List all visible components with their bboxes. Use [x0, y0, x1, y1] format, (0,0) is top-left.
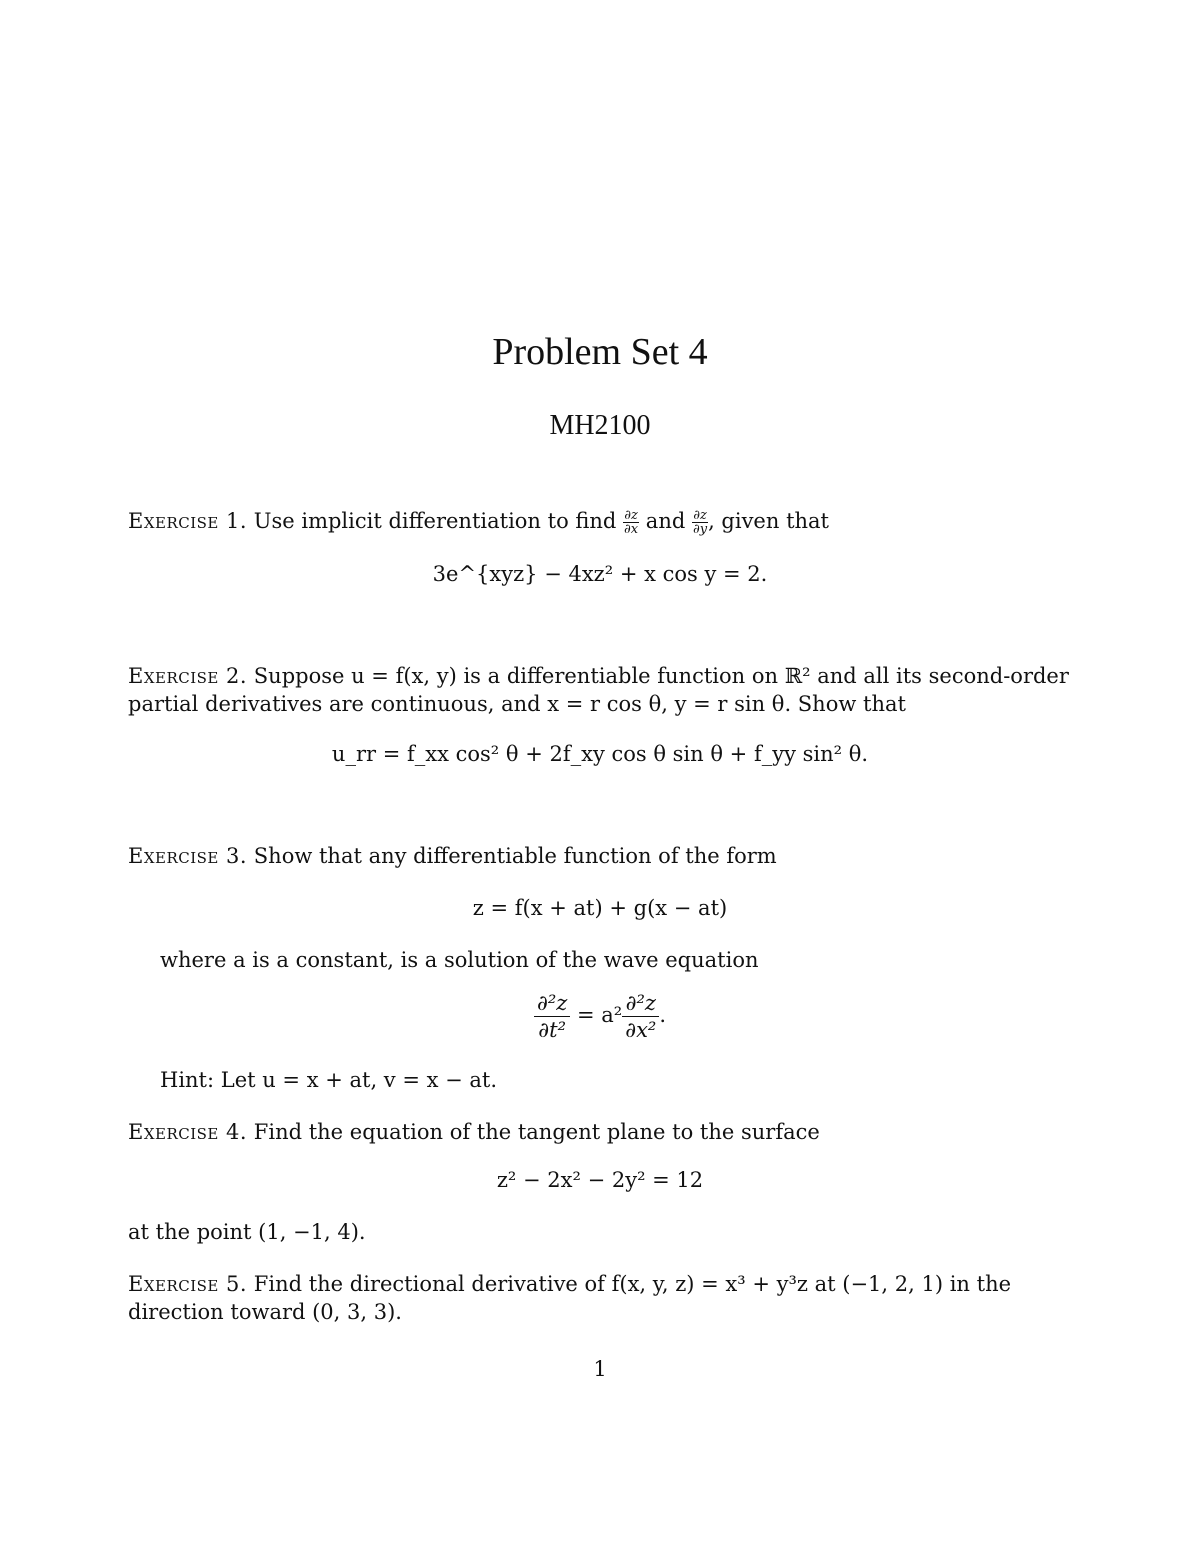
equation-text: z² − 2x² − 2y² = 12 — [496, 1168, 704, 1192]
exercise-1-text-c: , given that — [708, 509, 829, 533]
frac-denominator: ∂t² — [538, 1018, 566, 1042]
exercise-2-line-2: partial derivatives are continuous, and x = r cos θ, y = r sin θ. Show that — [128, 692, 906, 716]
exercise-1-fraction-dz-dy — [692, 509, 708, 536]
exercise-1-label: Exercise 1. — [128, 509, 248, 533]
frac-numerator: ∂²z — [622, 990, 659, 1017]
exercise-3-equation-1 — [0, 896, 1200, 920]
exercise-2-line-1: Suppose u = f(x, y) is a differentiable function on ℝ² and all its second-order — [253, 664, 1069, 688]
wave-equation-intro: where a is a constant, is a solution of the wave equation — [160, 948, 759, 972]
equation-text: 3e^{xyz} − 4xz² + x cos y = 2. — [432, 562, 768, 586]
exercise-3-wave-equation — [0, 990, 1200, 1043]
frac-denominator: ∂x² — [625, 1018, 657, 1042]
exercise-3-hint — [160, 1066, 1074, 1094]
exercise-3-statement — [128, 842, 1074, 870]
equation-text: u_rr = f_xx cos² θ + 2f_xy cos θ sin θ + f_yy sin² θ. — [331, 742, 869, 766]
exercise-2-statement — [128, 662, 1074, 718]
wave-end: . — [659, 1003, 667, 1027]
point-text: at the point (1, −1, 4). — [128, 1220, 366, 1244]
exercise-3-line-1: Show that any differentiable function of the form — [253, 844, 777, 868]
course-code: MH2100 — [549, 410, 651, 441]
frac-numerator: ∂²z — [534, 990, 570, 1017]
frac-denominator: ∂x — [624, 522, 639, 537]
exercise-4-line-2 — [128, 1218, 1074, 1246]
frac-denominator: ∂y — [692, 522, 708, 537]
wave-rhs-fraction — [622, 990, 659, 1043]
exercise-5-label: Exercise 5. — [128, 1272, 248, 1296]
equation-text: z = f(x + at) + g(x − at) — [472, 896, 728, 920]
exercise-3-label: Exercise 3. — [128, 844, 248, 868]
exercise-1-fraction-dz-dx — [623, 509, 639, 536]
exercise-4-line-1: Find the equation of the tangent plane to the surface — [253, 1120, 820, 1144]
hint-text: Hint: Let u = x + at, v = x − at. — [160, 1068, 498, 1092]
page-number: 1 — [593, 1357, 607, 1381]
exercise-4-statement — [128, 1118, 1074, 1146]
exercise-4-label: Exercise 4. — [128, 1120, 248, 1144]
exercise-2-equation — [0, 742, 1200, 766]
exercise-1-statement — [128, 507, 1074, 536]
frac-numerator: ∂z — [693, 508, 707, 523]
exercise-5-line-2: direction toward (0, 3, 3). — [128, 1300, 402, 1324]
exercise-1-text-a: Use implicit differentiation to find — [253, 509, 617, 533]
exercise-3-line-2 — [160, 946, 1074, 974]
wave-middle: = a² — [577, 1003, 623, 1027]
exercise-5-line-1: Find the directional derivative of f(x, y, z) = x³ + y³z at (−1, 2, 1) in the — [253, 1272, 1012, 1296]
page-title: Problem Set 4 — [492, 331, 708, 373]
exercise-1-text-b: and — [645, 509, 686, 533]
exercise-1-equation — [0, 562, 1200, 586]
wave-lhs-fraction — [534, 990, 570, 1043]
frac-numerator: ∂z — [624, 508, 638, 523]
exercise-2-label: Exercise 2. — [128, 664, 248, 688]
exercise-4-equation — [0, 1168, 1200, 1192]
exercise-5-statement — [128, 1270, 1074, 1326]
